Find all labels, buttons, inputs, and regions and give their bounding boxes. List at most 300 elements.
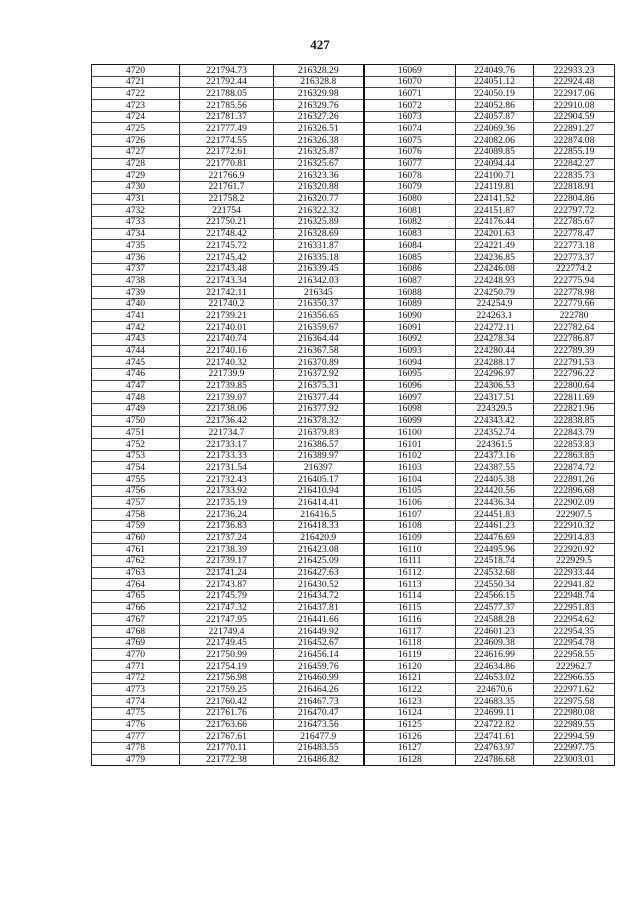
table-cell: 224100.71	[456, 170, 534, 182]
table-cell: 224272.11	[456, 322, 534, 334]
table-cell: 4730	[92, 181, 180, 193]
table-row	[92, 520, 615, 532]
table-cell: 222789.39	[534, 345, 615, 357]
table-cell: 224436.34	[456, 497, 534, 509]
table-cell: 4738	[92, 275, 180, 287]
table-cell: 222797.72	[534, 205, 615, 217]
table-cell: 221736.24	[180, 509, 274, 521]
table-cell: 222962.7	[534, 661, 615, 673]
table-cell: 221745.72	[180, 240, 274, 252]
table-cell: 16116	[364, 614, 456, 626]
table-cell: 16088	[364, 287, 456, 299]
table-cell: 16085	[364, 252, 456, 264]
table-cell: 216378.32	[274, 415, 364, 427]
table-cell: 224221.49	[456, 240, 534, 252]
table-cell: 216430.52	[274, 579, 364, 591]
table-cell: 222835.73	[534, 170, 615, 182]
table-cell: 221770.81	[180, 158, 274, 170]
table-cell: 4727	[92, 146, 180, 158]
table-cell: 16072	[364, 100, 456, 112]
table-row	[92, 684, 615, 696]
table-cell: 216327.26	[274, 111, 364, 123]
table-row	[92, 544, 615, 556]
table-row	[92, 100, 615, 112]
table-cell: 221740.16	[180, 345, 274, 357]
table-cell: 16092	[364, 333, 456, 345]
table-cell: 4736	[92, 252, 180, 264]
table-row	[92, 626, 615, 638]
table-cell: 16100	[364, 427, 456, 439]
table-cell: 4779	[92, 754, 180, 766]
table-cell: 16125	[364, 719, 456, 731]
table-cell: 216320.77	[274, 193, 364, 205]
table-cell: 224405.38	[456, 474, 534, 486]
table-row	[92, 485, 615, 497]
table-cell: 4732	[92, 205, 180, 217]
table-cell: 224250.79	[456, 287, 534, 299]
table-cell: 4722	[92, 88, 180, 100]
table-cell: 216320.88	[274, 181, 364, 193]
coordinates-table	[91, 64, 615, 766]
table-cell: 16078	[364, 170, 456, 182]
table-cell: 224176.44	[456, 216, 534, 228]
table-row	[92, 567, 615, 579]
table-row	[92, 240, 615, 252]
table-cell: 16108	[364, 520, 456, 532]
table-cell: 4745	[92, 357, 180, 369]
table-cell: 216328.8	[274, 76, 364, 88]
table-cell: 224050.19	[456, 88, 534, 100]
table-cell: 4768	[92, 626, 180, 638]
table-cell: 216441.66	[274, 614, 364, 626]
table-cell: 16097	[364, 392, 456, 404]
table-cell: 216410.94	[274, 485, 364, 497]
table-cell: 4742	[92, 322, 180, 334]
table-cell: 221743.48	[180, 263, 274, 275]
table-cell: 216470.47	[274, 707, 364, 719]
table-cell: 216326.38	[274, 135, 364, 147]
table-cell: 222924.48	[534, 76, 615, 88]
table-cell: 16123	[364, 696, 456, 708]
table-cell: 224051.12	[456, 76, 534, 88]
table-row	[92, 427, 615, 439]
table-cell: 216372.92	[274, 368, 364, 380]
table-row	[92, 123, 615, 135]
table-row	[92, 742, 615, 754]
table-cell: 4770	[92, 649, 180, 661]
table-cell: 16098	[364, 403, 456, 415]
table-cell: 221743.87	[180, 579, 274, 591]
table-cell: 16082	[364, 216, 456, 228]
table-cell: 4747	[92, 380, 180, 392]
table-cell: 16114	[364, 590, 456, 602]
table-cell: 224254.9	[456, 298, 534, 310]
table-cell: 221740.32	[180, 357, 274, 369]
table-cell: 216427.63	[274, 567, 364, 579]
table-row	[92, 322, 615, 334]
table-cell: 222904.59	[534, 111, 615, 123]
table-cell: 222821.96	[534, 403, 615, 415]
table-cell: 222891.26	[534, 474, 615, 486]
table-cell: 216386.57	[274, 439, 364, 451]
table-row	[92, 754, 615, 766]
table-cell: 216414.41	[274, 497, 364, 509]
table-cell: 16091	[364, 322, 456, 334]
table-row	[92, 146, 615, 158]
table-cell: 224280.44	[456, 345, 534, 357]
table-cell: 216467.73	[274, 696, 364, 708]
table-cell: 16070	[364, 76, 456, 88]
table-row	[92, 287, 615, 299]
table-cell: 224634.86	[456, 661, 534, 673]
table-cell: 16076	[364, 146, 456, 158]
table-cell: 221772.38	[180, 754, 274, 766]
table-cell: 224119.81	[456, 181, 534, 193]
table-cell: 221761.76	[180, 707, 274, 719]
table-cell: 4729	[92, 170, 180, 182]
table-row	[92, 158, 615, 170]
table-cell: 224236.85	[456, 252, 534, 264]
table-row	[92, 415, 615, 427]
table-cell: 224151.87	[456, 205, 534, 217]
table-cell: 4754	[92, 462, 180, 474]
table-cell: 222773.37	[534, 252, 615, 264]
table-cell: 16127	[364, 742, 456, 754]
table-cell: 222874.08	[534, 135, 615, 147]
table-cell: 4739	[92, 287, 180, 299]
table-cell: 216377.44	[274, 392, 364, 404]
table-row	[92, 193, 615, 205]
table-cell: 222800.64	[534, 380, 615, 392]
table-cell: 222917.06	[534, 88, 615, 100]
table-cell: 222773.18	[534, 240, 615, 252]
table-row	[92, 719, 615, 731]
table-cell: 216486.82	[274, 754, 364, 766]
table-cell: 16081	[364, 205, 456, 217]
table-cell: 221741.24	[180, 567, 274, 579]
table-cell: 216449.92	[274, 626, 364, 638]
table-cell: 16087	[364, 275, 456, 287]
table-cell: 216423.08	[274, 544, 364, 556]
table-cell: 4778	[92, 742, 180, 754]
table-cell: 4753	[92, 450, 180, 462]
table-cell: 224246.08	[456, 263, 534, 275]
table-cell: 224461.23	[456, 520, 534, 532]
table-cell: 216456.14	[274, 649, 364, 661]
table-cell: 221740.2	[180, 298, 274, 310]
table-row	[92, 205, 615, 217]
table-cell: 16077	[364, 158, 456, 170]
table-cell: 4762	[92, 555, 180, 567]
table-cell: 4776	[92, 719, 180, 731]
table-row	[92, 181, 615, 193]
table-cell: 224263.1	[456, 310, 534, 322]
table-cell: 216377.92	[274, 403, 364, 415]
table-cell: 222778.98	[534, 287, 615, 299]
table-cell: 221736.42	[180, 415, 274, 427]
table-cell: 216325.89	[274, 216, 364, 228]
table-cell: 221756.98	[180, 672, 274, 684]
table-cell: 222910.32	[534, 520, 615, 532]
table-cell: 221747.32	[180, 602, 274, 614]
table-row	[92, 228, 615, 240]
table-cell: 216325.87	[274, 146, 364, 158]
table-cell: 16103	[364, 462, 456, 474]
table-cell: 216452.67	[274, 637, 364, 649]
table-cell: 216326.51	[274, 123, 364, 135]
table-cell: 16109	[364, 532, 456, 544]
table-cell: 4741	[92, 310, 180, 322]
table-cell: 16119	[364, 649, 456, 661]
page-number: 427	[310, 37, 330, 52]
table-cell: 222907.5	[534, 509, 615, 521]
table-row	[92, 637, 615, 649]
table-cell: 4743	[92, 333, 180, 345]
table-cell: 4769	[92, 637, 180, 649]
table-row	[92, 579, 615, 591]
table-cell: 216420.9	[274, 532, 364, 544]
table-cell: 222933.23	[534, 65, 615, 77]
table-cell: 4766	[92, 602, 180, 614]
table-cell: 16089	[364, 298, 456, 310]
table-cell: 224577.37	[456, 602, 534, 614]
table-cell: 216345	[274, 287, 364, 299]
table-cell: 222855.19	[534, 146, 615, 158]
table-cell: 221738.39	[180, 544, 274, 556]
table-row	[92, 252, 615, 264]
table-cell: 4726	[92, 135, 180, 147]
table-cell: 221739.21	[180, 310, 274, 322]
table-cell: 16122	[364, 684, 456, 696]
table-cell: 222966.55	[534, 672, 615, 684]
table-cell: 216323.36	[274, 170, 364, 182]
table-cell: 16104	[364, 474, 456, 486]
table-cell: 222863.85	[534, 450, 615, 462]
table-cell: 16113	[364, 579, 456, 591]
table-cell: 221743.34	[180, 275, 274, 287]
table-cell: 221734.7	[180, 427, 274, 439]
table-cell: 4763	[92, 567, 180, 579]
table-cell: 224653.02	[456, 672, 534, 684]
table-row	[92, 602, 615, 614]
table-row	[92, 590, 615, 602]
table-row	[92, 333, 615, 345]
table-cell: 221731.54	[180, 462, 274, 474]
table-cell: 224052.86	[456, 100, 534, 112]
table-cell: 221740.01	[180, 322, 274, 334]
table-cell: 221777.49	[180, 123, 274, 135]
table-cell: 224518.74	[456, 555, 534, 567]
table-cell: 224296.97	[456, 368, 534, 380]
table-cell: 224670.6	[456, 684, 534, 696]
table-row	[92, 76, 615, 88]
table-cell: 216356.65	[274, 310, 364, 322]
table-cell: 224616.99	[456, 649, 534, 661]
table-row	[92, 462, 615, 474]
table-cell: 224550.34	[456, 579, 534, 591]
table-cell: 4734	[92, 228, 180, 240]
table-cell: 216464.26	[274, 684, 364, 696]
table-cell: 222933.44	[534, 567, 615, 579]
table-cell: 222891.27	[534, 123, 615, 135]
table-cell: 16090	[364, 310, 456, 322]
table-cell: 221732.43	[180, 474, 274, 486]
table-cell: 16084	[364, 240, 456, 252]
table-cell: 221761.7	[180, 181, 274, 193]
table-cell: 224588.28	[456, 614, 534, 626]
table-row	[92, 532, 615, 544]
table-cell: 216418.33	[274, 520, 364, 532]
table-row	[92, 65, 615, 77]
table-cell: 16126	[364, 731, 456, 743]
table-cell: 222786.87	[534, 333, 615, 345]
table-cell: 222920.92	[534, 544, 615, 556]
table-cell: 222782.64	[534, 322, 615, 334]
table-cell: 16074	[364, 123, 456, 135]
table-row	[92, 263, 615, 275]
table-row	[92, 111, 615, 123]
table-cell: 221745.42	[180, 252, 274, 264]
table-cell: 4720	[92, 65, 180, 77]
table-row	[92, 310, 615, 322]
table-cell: 221758.2	[180, 193, 274, 205]
table-cell: 222989.55	[534, 719, 615, 731]
table-cell: 216379.83	[274, 427, 364, 439]
table-cell: 4744	[92, 345, 180, 357]
table-cell: 4724	[92, 111, 180, 123]
table-cell: 4748	[92, 392, 180, 404]
table-cell: 4740	[92, 298, 180, 310]
table-cell: 221772.61	[180, 146, 274, 158]
table-cell: 222975.58	[534, 696, 615, 708]
table-cell: 4733	[92, 216, 180, 228]
table-cell: 216459.76	[274, 661, 364, 673]
table-cell: 216434.72	[274, 590, 364, 602]
table-row	[92, 450, 615, 462]
table-cell: 222980.08	[534, 707, 615, 719]
table-cell: 224373.16	[456, 450, 534, 462]
table-cell: 221739.9	[180, 368, 274, 380]
table-cell: 224451.83	[456, 509, 534, 521]
table-cell: 216425.09	[274, 555, 364, 567]
table-row	[92, 649, 615, 661]
table-cell: 223003.01	[534, 754, 615, 766]
table-cell: 224741.61	[456, 731, 534, 743]
table-cell: 222818.91	[534, 181, 615, 193]
table-cell: 222838.85	[534, 415, 615, 427]
table-cell: 4751	[92, 427, 180, 439]
table-cell: 221767.61	[180, 731, 274, 743]
table-cell: 224566.15	[456, 590, 534, 602]
table-cell: 221766.9	[180, 170, 274, 182]
table-row	[92, 403, 615, 415]
table-cell: 221754.19	[180, 661, 274, 673]
table-row	[92, 474, 615, 486]
table-cell: 224601.23	[456, 626, 534, 638]
table-cell: 4723	[92, 100, 180, 112]
table-cell: 216477.9	[274, 731, 364, 743]
table-cell: 222902.09	[534, 497, 615, 509]
table-cell: 4773	[92, 684, 180, 696]
table-cell: 221750.99	[180, 649, 274, 661]
table-cell: 221733.92	[180, 485, 274, 497]
table-cell: 221754	[180, 205, 274, 217]
table-cell: 221749.4	[180, 626, 274, 638]
table-cell: 222948.74	[534, 590, 615, 602]
table-cell: 222778.47	[534, 228, 615, 240]
table-cell: 216329.98	[274, 88, 364, 100]
table-cell: 224278.34	[456, 333, 534, 345]
table-row	[92, 731, 615, 743]
table-cell: 224089.85	[456, 146, 534, 158]
table-cell: 222954.62	[534, 614, 615, 626]
table-cell: 216342.03	[274, 275, 364, 287]
table-cell: 216328.29	[274, 65, 364, 77]
table-cell: 16094	[364, 357, 456, 369]
table-cell: 16106	[364, 497, 456, 509]
table-cell: 16079	[364, 181, 456, 193]
table-cell: 216375.31	[274, 380, 364, 392]
table-cell: 16102	[364, 450, 456, 462]
table-cell: 222914.83	[534, 532, 615, 544]
table-cell: 4750	[92, 415, 180, 427]
table-row	[92, 497, 615, 509]
table-cell: 216483.55	[274, 742, 364, 754]
table-row	[92, 707, 615, 719]
table-cell: 221738.06	[180, 403, 274, 415]
table-cell: 221733.17	[180, 439, 274, 451]
table-cell: 16107	[364, 509, 456, 521]
table-cell: 224387.55	[456, 462, 534, 474]
table-cell: 16095	[364, 368, 456, 380]
table-cell: 222951.83	[534, 602, 615, 614]
table-row	[92, 614, 615, 626]
table-cell: 221774.55	[180, 135, 274, 147]
table-cell: 4731	[92, 193, 180, 205]
table-cell: 224609.38	[456, 637, 534, 649]
table-cell: 222874.72	[534, 462, 615, 474]
table-cell: 222941.82	[534, 579, 615, 591]
table-cell: 16071	[364, 88, 456, 100]
table-cell: 224476.69	[456, 532, 534, 544]
table-cell: 216322.32	[274, 205, 364, 217]
table-row	[92, 509, 615, 521]
table-row	[92, 135, 615, 147]
table-row	[92, 696, 615, 708]
table-cell: 221781.37	[180, 111, 274, 123]
table-cell: 221739.85	[180, 380, 274, 392]
coordinates-table-body	[92, 65, 615, 766]
table-cell: 224094.44	[456, 158, 534, 170]
table-cell: 221737.24	[180, 532, 274, 544]
table-cell: 224082.06	[456, 135, 534, 147]
table-cell: 4721	[92, 76, 180, 88]
table-cell: 216339.45	[274, 263, 364, 275]
table-cell: 216325.67	[274, 158, 364, 170]
table-cell: 221735.19	[180, 497, 274, 509]
table-cell: 4725	[92, 123, 180, 135]
table-cell: 16096	[364, 380, 456, 392]
table-cell: 16105	[364, 485, 456, 497]
table-cell: 216389.97	[274, 450, 364, 462]
table-cell: 221770.11	[180, 742, 274, 754]
table-cell: 222774.2	[534, 263, 615, 275]
table-cell: 222804.86	[534, 193, 615, 205]
table-cell: 4758	[92, 509, 180, 521]
table-cell: 222780	[534, 310, 615, 322]
table-cell: 4746	[92, 368, 180, 380]
table-cell: 221788.05	[180, 88, 274, 100]
